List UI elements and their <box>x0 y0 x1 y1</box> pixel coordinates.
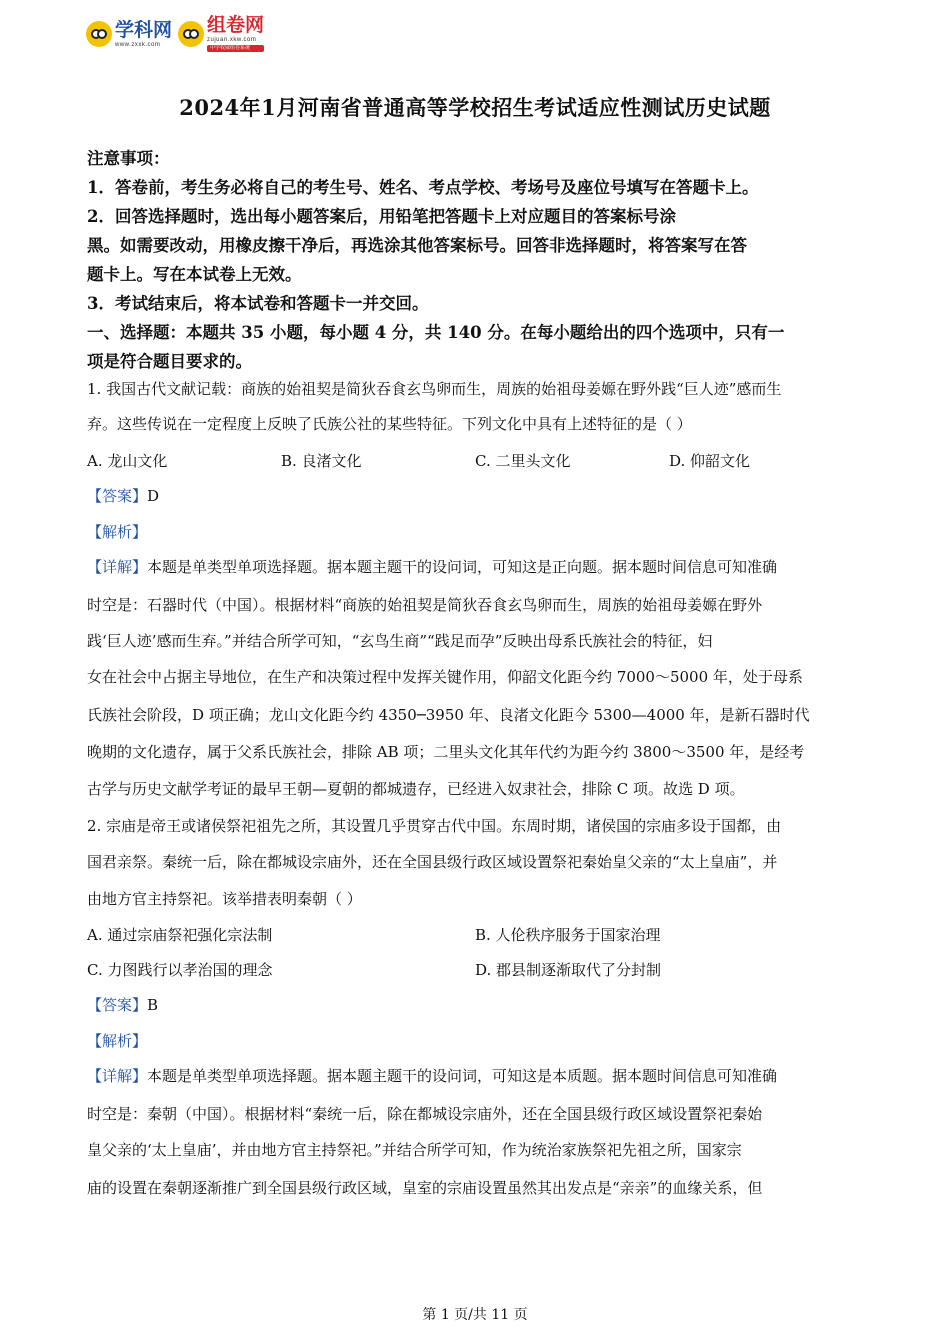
zujuan-logo-text: 组卷网 <box>207 14 265 36</box>
zxxk-logo <box>86 18 173 48</box>
notice-line: 黑。如需要改动，用橡皮擦干净后，再选涂其他答案标号。回答非选择题时，将答案写在答 <box>87 236 747 255</box>
q2-stem-line: 国君亲祭。秦统一后，除在都城设宗庙外，还在全国县级行政区域设置祭祀秦始皇父亲的“太上皇庙”，并 <box>87 853 778 871</box>
page-title: 2024年1月河南省普通高等学校招生考试适应性测试历史试题 <box>179 95 771 120</box>
q2-answer <box>87 995 158 1015</box>
section-heading: 项是符合题目要求的。 <box>87 352 252 371</box>
q1-detail-line: 时空是：石器时代（中国）。根据材料“商族的始祖契是简狄吞食玄鸟卵而生，周族的始祖母姜嫄在野外 <box>87 596 763 614</box>
zxxk-logo-text: 学科网 <box>115 18 173 41</box>
q2-analysis-tag: 【解析】 <box>87 1032 148 1050</box>
notice-line: 3．考试结束后，将本试卷和答题卡一并交回。 <box>87 294 429 313</box>
q2-detail-line: 庙的设置在秦朝逐渐推广到全国县级行政区域，皇室的宗庙设置虽然其出发点是“亲亲”的血缘关系，但 <box>87 1179 763 1197</box>
page-footer: 第 1 页/共 11 页 <box>422 1307 528 1323</box>
zujuan-logo <box>178 16 264 52</box>
q1-detail-line: 古学与历史文献学考证的最早王朝—夏朝的都城遗存，已经进入奴隶社会，排除 C 项。故选 D 项。 <box>87 780 745 798</box>
detail-tag: 【详解】 <box>87 1067 148 1085</box>
q1-answer <box>87 486 159 506</box>
q2-option-d: D. 郡县制逐渐取代了分封制 <box>475 961 662 979</box>
notice-line: 2．回答选择题时，选出每小题答案后，用铅笔把答题卡上对应题目的答案标号涂 <box>87 207 676 226</box>
q1-detail-line: 女在社会中占据主导地位，在生产和决策过程中发挥关键作用，仰韶文化距今约 7000～5000 年，处于母系 <box>87 668 803 686</box>
notice-heading: 注意事项： <box>87 149 170 168</box>
q1-option-d: D. 仰韶文化 <box>669 452 751 470</box>
q1-option-b: B. 良渚文化 <box>281 452 362 470</box>
q1-detail-line <box>87 557 777 577</box>
q1-detail-line: 晚期的文化遗存，属于父系氏族社会，排除 AB 项；二里头文化其年代约为距今约 3800～3500 年，是经考 <box>87 743 805 761</box>
answer-value: B <box>147 996 159 1014</box>
q1-option-a: A. 龙山文化 <box>87 452 168 470</box>
notice-line: 题卡上。写在本试卷上无效。 <box>87 265 302 284</box>
q1-analysis-tag: 【解析】 <box>87 523 148 541</box>
q2-stem-line: 由地方官主持祭祀。该举措表明秦朝（ ） <box>87 890 362 908</box>
q2-option-c: C. 力图践行以孝治国的理念 <box>87 961 273 979</box>
answer-tag: 【答案】 <box>87 487 148 505</box>
section-heading: 一、选择题：本题共 35 小题，每小题 4 分，共 140 分。在每小题给出的四个选项中，只有一 <box>87 323 785 342</box>
q1-detail-line: 氏族社会阶段，D 项正确；龙山文化距今约 4350─3950 年、良渚文化距今 5300—4000 年，是新石器时代 <box>87 706 810 724</box>
q2-option-b: B. 人伦秩序服务于国家治理 <box>475 926 661 944</box>
notice-line: 1．答卷前，考生务必将自己的考生号、姓名、考点学校、考场号及座位号填写在答题卡上。 <box>87 178 759 197</box>
zxxk-logo-url: www.zxxk.com <box>115 41 161 48</box>
mascot-glasses-icon <box>178 21 204 47</box>
zujuan-logo-badge: 中学权威组卷系统 <box>207 45 264 52</box>
header-logo <box>86 14 270 54</box>
q2-option-a: A. 通过宗庙祭祀强化宗法制 <box>87 926 273 944</box>
q1-stem-line: 弃。这些传说在一定程度上反映了氏族公社的某些特征。下列文化中具有上述特征的是（ ） <box>87 415 692 433</box>
mascot-icon <box>86 21 112 47</box>
q2-stem-line: 2. 宗庙是帝王或诸侯祭祀祖先之所，其设置几乎贯穿古代中国。东周时期，诸侯国的宗庙多设于国都，由 <box>87 817 782 835</box>
detail-tag: 【详解】 <box>87 558 148 576</box>
q1-detail-line: 践‘巨人迹’感而生弃。”并结合所学可知，“玄鸟生商”“践足而孕”反映出母系氏族社会的特征，妇 <box>87 632 713 650</box>
q2-detail-line: 皇父亲的‘太上皇庙’，并由地方官主持祭祀。”并结合所学可知，作为统治家族祭祀先祖之所，国家宗 <box>87 1141 742 1159</box>
q1-stem-line: 1. 我国古代文献记载：商族的始祖契是简狄吞食玄鸟卵而生，周族的始祖母姜嫄在野外践“巨人迹”感而生 <box>87 380 782 398</box>
q2-detail-line: 时空是：秦朝（中国）。根据材料“秦统一后，除在都城设宗庙外，还在全国县级行政区域设置祭祀秦始 <box>87 1105 763 1123</box>
answer-value: D <box>147 487 160 505</box>
q2-detail-line <box>87 1066 777 1086</box>
detail-text: 本题是单类型单项选择题。据本题主题干的设问词，可知这是本质题。据本题时间信息可知准确 <box>147 1067 778 1085</box>
zujuan-logo-url: zujuan.xkw.com <box>207 37 257 43</box>
answer-tag: 【答案】 <box>87 996 148 1014</box>
q1-option-c: C. 二里头文化 <box>475 452 571 470</box>
detail-text: 本题是单类型单项选择题。据本题主题干的设问词，可知这是正向题。据本题时间信息可知准确 <box>147 558 778 576</box>
